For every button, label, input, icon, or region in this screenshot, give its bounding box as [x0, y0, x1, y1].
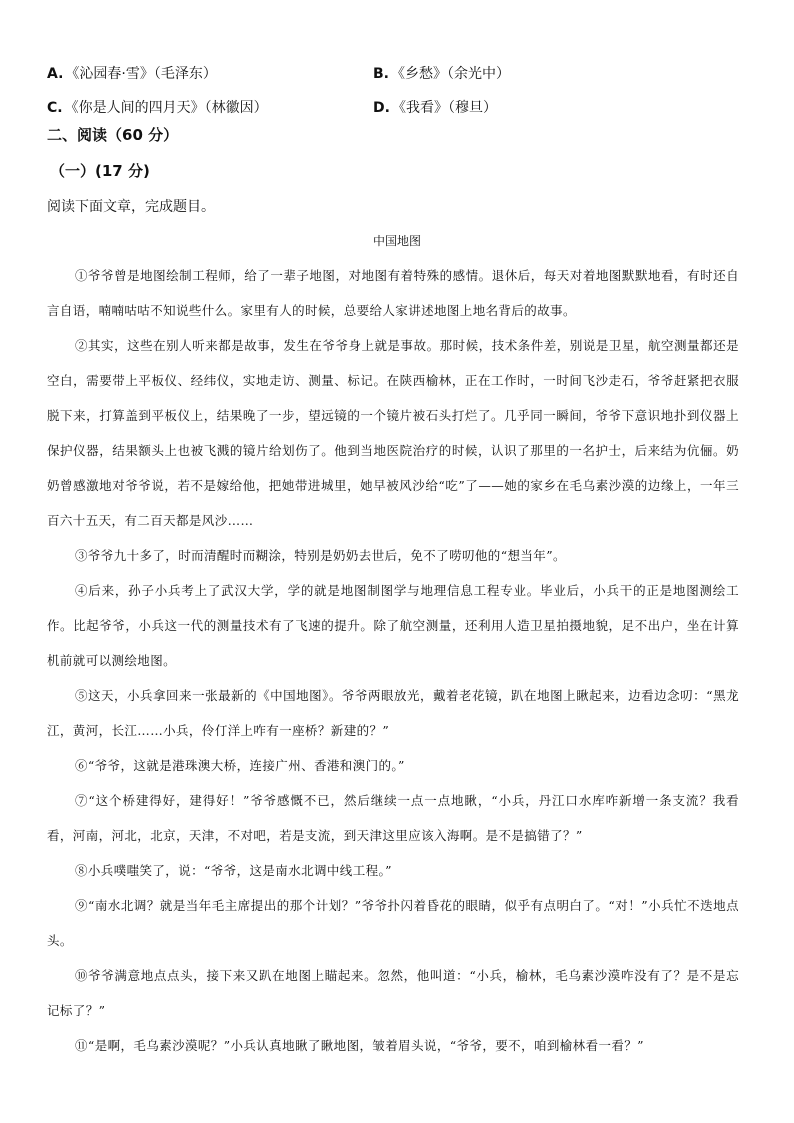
- paragraph-2: ②其实，这些在别人听来都是故事，发生在爷爷身上就是事故。那时候，技术条件差，别说是卫星，航空测量都还是空白，需要带上平板仪、经纬仪，实地走访、测量、标记。在陕西榆林，正在工作时，一时间飞沙走石，爷爷赶紧把衣服脱下来，打算盖到平板仪上，结果晚了一步，望远镜的一个镜片被石头打烂了。几乎同一瞬间，爷爷下意识地扑到仪器上保护仪器，结果额头上也被飞溅的镜片给划伤了。他到当地医院治疗的时候，认识了那里的一名护士，后来结为伉俪。奶奶曾感激地对爷爷说，若不是嫁给他，把她带进城里，她早被风沙给“吃”了——她的家乡在毛乌素沙漠的边缘上，一年三百六十五天，有二百天都是风沙……: [47, 338, 739, 528]
- option-c: [47, 97, 373, 117]
- answer-options: [47, 56, 747, 124]
- article-title: 中国地图: [372, 234, 421, 248]
- option-d: [373, 97, 699, 117]
- option-text: 《我看》（穆旦）: [391, 100, 497, 116]
- option-b: [373, 63, 699, 83]
- paragraph-8: ⑧小兵噗嗤笑了，说：“爷爷，这是南水北调中线工程。”: [75, 863, 392, 878]
- option-letter: A.: [47, 66, 64, 82]
- article-body: [47, 258, 739, 1063]
- subsection-heading: （一）(17 分): [50, 162, 150, 180]
- paragraph-9: ⑨“南水北调？就是当年毛主席提出的那个计划？”爷爷扑闪着昏花的眼睛，似乎有点明白了。“对！”小兵忙不迭地点头。: [47, 898, 739, 948]
- option-letter: D.: [373, 100, 390, 116]
- paragraph-7: ⑦“这个桥建得好，建得好！”爷爷感慨不已，然后继续一点一点地瞅，“小兵，丹江口水库咋新增一条支流？我看看，河南，河北，北京，天津，不对吧，若是支流，到天津这里应该入海啊。是不是搞错了？”: [47, 793, 739, 843]
- paragraph-5: ⑤这天，小兵拿回来一张最新的《中国地图》。爷爷两眼放光，戴着老花镜，趴在地图上瞅起来，边看边念叨：“黑龙江，黄河，长江……小兵，伶仃洋上咋有一座桥？新建的？”: [47, 688, 739, 738]
- reading-instruction: 阅读下面文章，完成题目。: [47, 199, 215, 215]
- options-row: [47, 90, 747, 124]
- option-text: 《你是人间的四月天》（林徽因）: [64, 100, 268, 116]
- paragraph-1: ①爷爷曾是地图绘制工程师，给了一辈子地图，对地图有着特殊的感情。退休后，每天对着地图默默地看，有时还自言自语，喃喃咕咕不知说些什么。家里有人的时候，总要给人家讲述地图上地名背后的故事。: [47, 268, 739, 318]
- option-letter: B.: [373, 66, 389, 82]
- paragraph-6: ⑥“爷爷，这就是港珠澳大桥，连接广州、香港和澳门的。”: [75, 758, 405, 773]
- option-a: [47, 63, 373, 83]
- section-heading: 二、阅读（60 分）: [47, 126, 179, 144]
- option-letter: C.: [47, 100, 63, 116]
- paragraph-11: ⑪“是啊，毛乌素沙漠呢？”小兵认真地瞅了瞅地图，皱着眉头说，“爷爷，要不，咱到榆林看一看？”: [75, 1038, 644, 1053]
- options-row: [47, 56, 747, 90]
- option-text: 《沁园春·雪》（毛泽东）: [65, 66, 217, 82]
- paragraph-4: ④后来，孙子小兵考上了武汉大学，学的就是地图制图学与地理信息工程专业。毕业后，小兵干的正是地图测绘工作。比起爷爷，小兵这一代的测量技术有了飞速的提升。除了航空测量，还利用人造卫星拍摄地貌，足不出户，坐在计算机前就可以测绘地图。: [47, 583, 739, 668]
- paragraph-10: ⑩爷爷满意地点点头，接下来又趴在地图上瞄起来。忽然，他叫道：“小兵，榆林，毛乌素沙漠咋没有了？是不是忘记标了？”: [47, 968, 739, 1018]
- option-text: 《乡愁》（余光中）: [391, 66, 510, 82]
- paragraph-3: ③爷爷九十多了，时而清醒时而糊涂，特别是奶奶去世后，免不了唠叨他的“想当年”。: [75, 548, 566, 563]
